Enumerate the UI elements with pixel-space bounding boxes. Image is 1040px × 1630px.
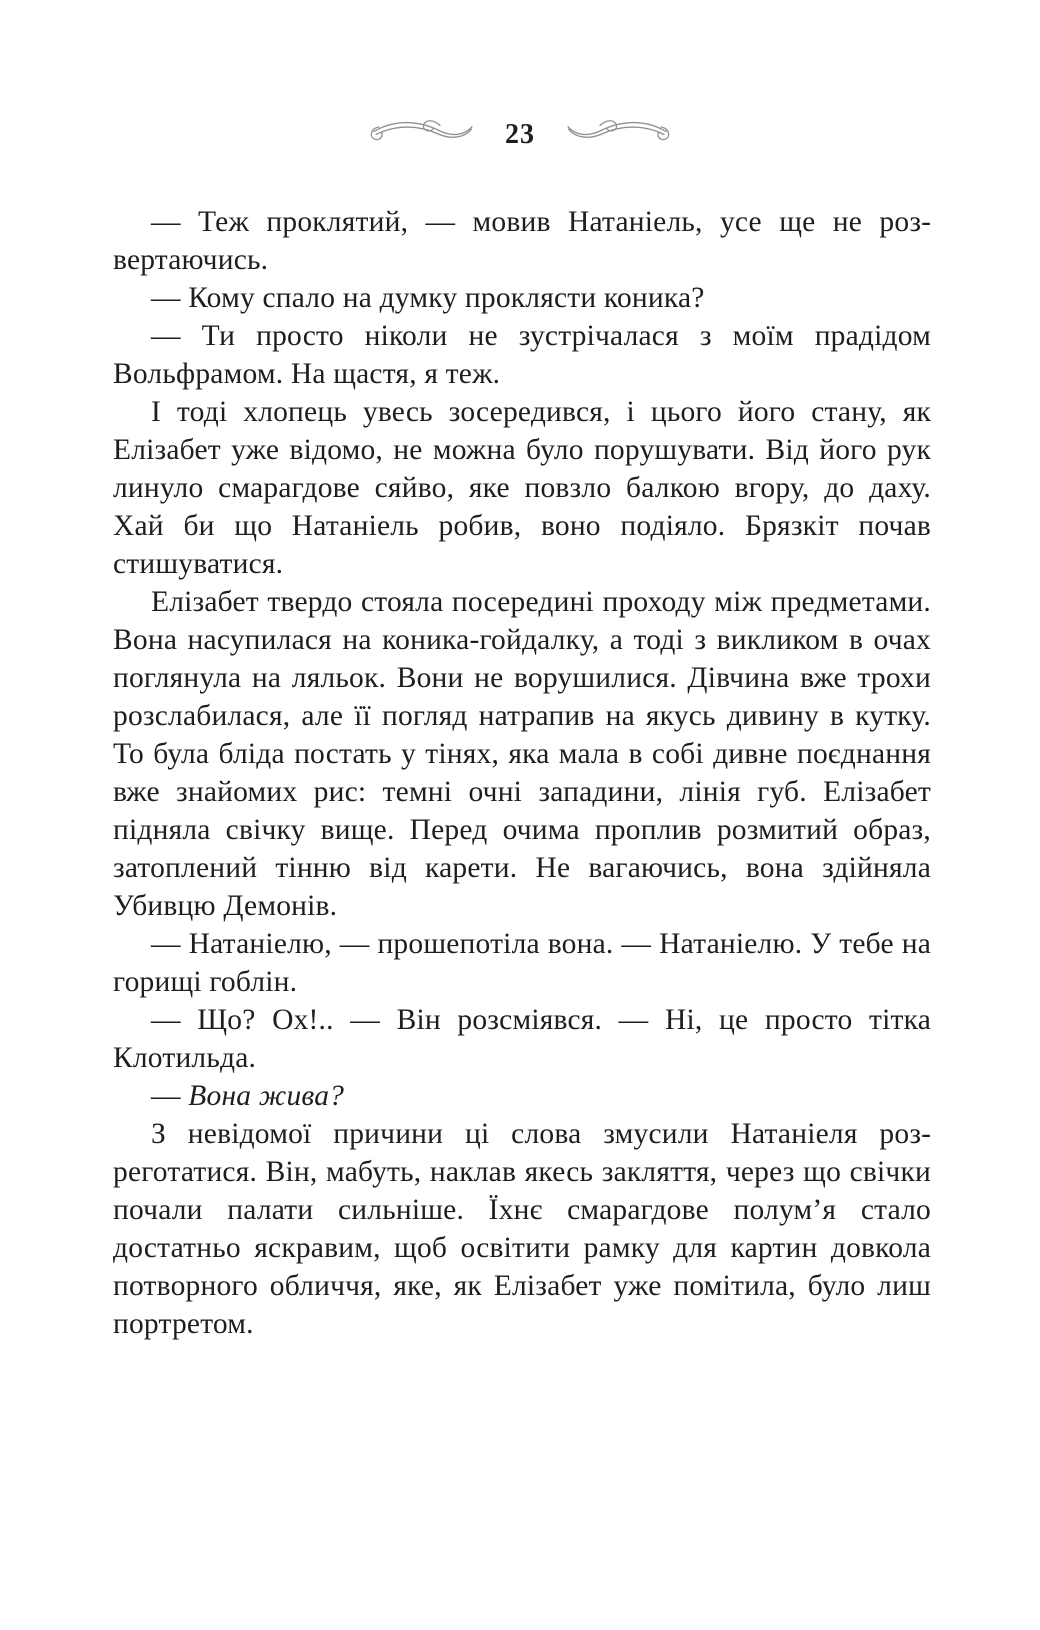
- flourish-left-icon: [367, 116, 475, 150]
- paragraph-dialogue: — Ти просто ніколи не зустрічалася з моїм прадідом Вольфрамом. На щастя, я теж.: [113, 320, 931, 390]
- paragraph-narration: З невідомої причини ці слова змусили Натаніеля розреготатися. Він, мабуть, наклав якесь закляття, через що свічки почали палати сильніше. Їхнє смарагдове полум’я стало достатньо яскравим, щоб освітити рамку для картин довкола потворного обличчя, яке, як Елізабет уже помітила, було лиш портретом.: [113, 1118, 931, 1340]
- paragraph-dialogue: — Натаніелю, — прошепотіла вона. — Натаніелю. У тебе на горищі гоблін.: [113, 928, 931, 998]
- page-number: 23: [505, 119, 535, 150]
- page-header: [0, 116, 1040, 150]
- body-text: [113, 203, 931, 1343]
- italic-speech: Вона жива?: [188, 1080, 345, 1112]
- paragraph-dialogue: — Кому спало на думку проклясти коника?: [151, 282, 705, 314]
- flourish-right-icon: [565, 116, 673, 150]
- paragraph-dialogue: — Теж проклятий, — мовив Натаніель, усе ще не розвертаючись.: [113, 206, 931, 276]
- paragraph-narration: І тоді хлопець увесь зосередився, і цього його стану, як Елізабет уже відомо, не можна було порушувати. Від його рук линуло смарагдове сяйво, яке повзло балкою вгору, до даху. Хай би що Натаніель робив, воно подіяло. Брязкіт почав стишуватися.: [113, 396, 931, 580]
- paragraph-dialogue-italic: [113, 1077, 931, 1115]
- paragraph-dialogue: — Що? Ох!.. — Він розсміявся. — Ні, це просто тітка Клотильда.: [113, 1004, 931, 1074]
- paragraph-narration: Елізабет твердо стояла посередині проходу між предметами. Вона насупилася на коника-гойдалку, а тоді з викликом в очах поглянула на ляльок. Вони не ворушилися. Дівчина вже трохи розслабилася, але її погляд натрапив на якусь дивину в кутку. То була бліда постать у тінях, яка мала в собі дивне поєднання вже знайомих рис: темні очні западини, лінія губ. Елізабет підняла свічку вище. Перед очима проплив розмитий образ, затоплений тінню від карети. Не вагаючись, вона здійняла Убивцю Демонів.: [113, 586, 931, 922]
- dialogue-dash: —: [151, 1080, 189, 1112]
